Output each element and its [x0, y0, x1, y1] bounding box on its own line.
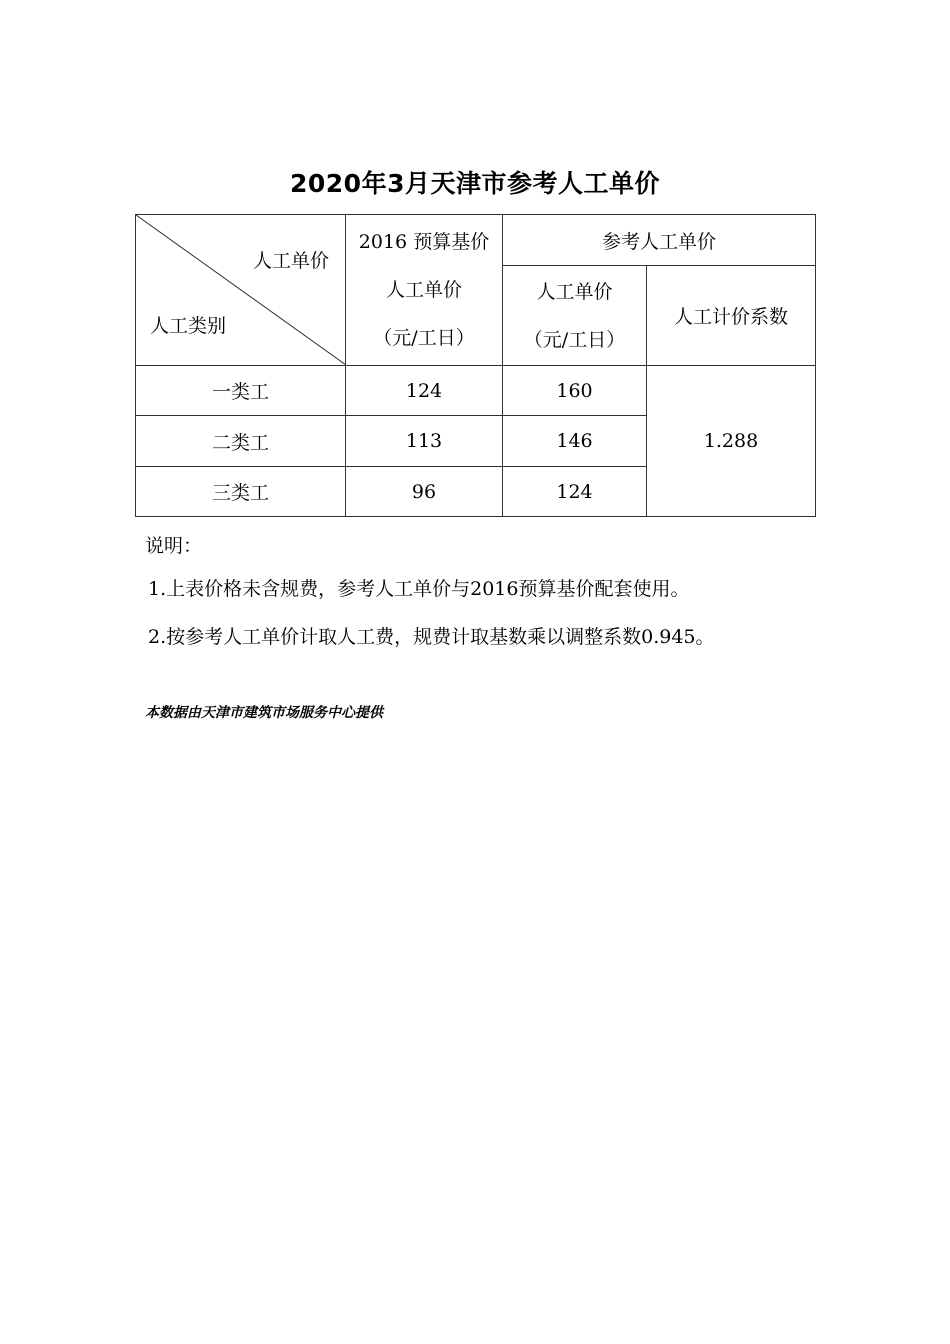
header-ref-price-unit: （元/工日）	[523, 328, 626, 351]
row-category: 二类工	[136, 416, 346, 467]
row-base-price: 113	[346, 416, 503, 467]
note-line-1: 1.上表价格未含规费，参考人工单价与2016预算基价配套使用。	[148, 578, 690, 600]
row-ref-price: 124	[503, 467, 647, 517]
row-category: 三类工	[136, 467, 346, 517]
notes-section	[145, 530, 715, 648]
diagonal-header-cell	[136, 215, 346, 366]
header-base-price-line2: 人工单价	[385, 279, 462, 301]
header-ref-price	[503, 266, 647, 366]
corner-label-category: 人工类别	[150, 315, 227, 337]
row-base-price: 124	[346, 366, 503, 416]
row-ref-price: 160	[503, 366, 647, 416]
header-base-price-unit: （元/工日）	[373, 327, 475, 349]
table-row	[136, 366, 816, 416]
corner-label-price: 人工单价	[252, 250, 329, 272]
header-ref-price-line1: 人工单价	[536, 280, 613, 303]
labor-price-table	[135, 214, 816, 517]
notes-heading: 说明：	[145, 535, 203, 557]
row-base-price: 96	[346, 467, 503, 517]
header-base-price-line1: 2016 预算基价	[358, 231, 490, 253]
source-credit: 本数据由天津市建筑市场服务中心提供	[145, 705, 383, 721]
row-ref-price: 146	[503, 416, 647, 467]
header-coefficient: 人工计价系数	[647, 266, 816, 366]
header-ref-group: 参考人工单价	[503, 215, 816, 266]
diagonal-line	[136, 215, 346, 365]
coefficient-value: 1.288	[647, 366, 816, 517]
note-line-2: 2.按参考人工单价计取人工费，规费计取基数乘以调整系数0.945。	[148, 626, 715, 648]
header-base-price	[346, 215, 503, 366]
page-title: 2020年3月天津市参考人工单价	[290, 169, 660, 198]
row-category: 一类工	[136, 366, 346, 416]
